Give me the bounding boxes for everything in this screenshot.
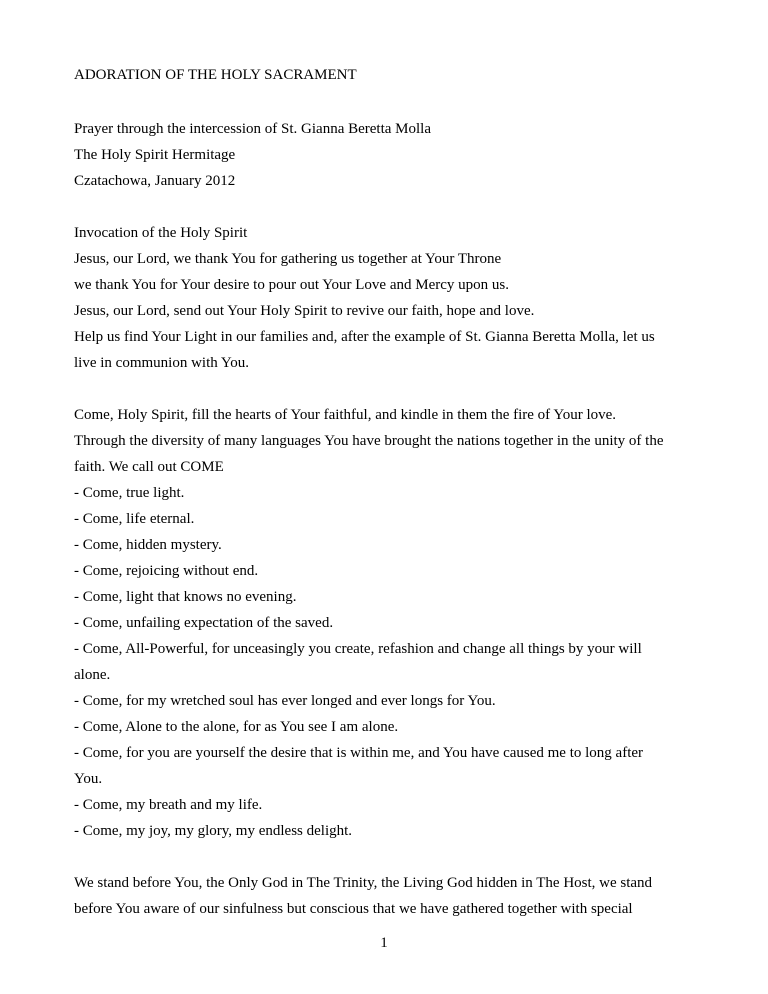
header-prayer-line: Prayer through the intercession of St. Gianna Beretta Molla <box>74 121 431 137</box>
come-line: Through the diversity of many languages You have brought the nations together in the unity of the <box>74 433 664 449</box>
header-place-date-line: Czatachowa, January 2012 <box>74 173 236 189</box>
come-litany-item: - Come, hidden mystery. <box>74 537 222 553</box>
document-title: ADORATION OF THE HOLY SACRAMENT <box>74 67 357 83</box>
come-litany-item: - Come, unfailing expectation of the saved. <box>74 615 334 631</box>
page-number: 1 <box>380 935 388 951</box>
closing-line: We stand before You, the Only God in The Trinity, the Living God hidden in The Host, we stand <box>74 875 653 891</box>
come-line: Come, Holy Spirit, fill the hearts of Your faithful, and kindle in them the fire of Your love. <box>74 407 617 423</box>
closing-line: before You aware of our sinfulness but conscious that we have gathered together with special <box>74 901 633 917</box>
invocation-line: Help us find Your Light in our families and, after the example of St. Gianna Beretta Molla, let us <box>74 329 655 345</box>
come-litany-item: - Come, true light. <box>74 485 185 501</box>
come-litany-item: - Come, rejoicing without end. <box>74 563 259 579</box>
come-litany-item: You. <box>74 771 103 787</box>
come-litany-item: - Come, for you are yourself the desire that is within me, and You have caused me to long after <box>74 745 644 761</box>
come-line: faith. We call out COME <box>74 459 224 475</box>
come-litany-item: alone. <box>74 667 111 683</box>
come-litany-item: - Come, Alone to the alone, for as You see I am alone. <box>74 719 399 735</box>
header-hermitage-line: The Holy Spirit Hermitage <box>74 147 236 163</box>
invocation-line: Jesus, our Lord, we thank You for gathering us together at Your Throne <box>74 251 502 267</box>
invocation-line: live in communion with You. <box>74 355 250 371</box>
come-litany-item: - Come, light that knows no evening. <box>74 589 297 605</box>
invocation-heading: Invocation of the Holy Spirit <box>74 225 248 241</box>
come-litany-item: - Come, my joy, my glory, my endless delight. <box>74 823 353 839</box>
come-litany-item: - Come, life eternal. <box>74 511 195 527</box>
come-litany-item: - Come, for my wretched soul has ever longed and ever longs for You. <box>74 693 496 709</box>
invocation-line: Jesus, our Lord, send out Your Holy Spirit to revive our faith, hope and love. <box>74 303 535 319</box>
come-litany-item: - Come, my breath and my life. <box>74 797 263 813</box>
invocation-line: we thank You for Your desire to pour out Your Love and Mercy upon us. <box>74 277 509 293</box>
come-litany-item: - Come, All-Powerful, for unceasingly you create, refashion and change all things by your will <box>74 641 642 657</box>
